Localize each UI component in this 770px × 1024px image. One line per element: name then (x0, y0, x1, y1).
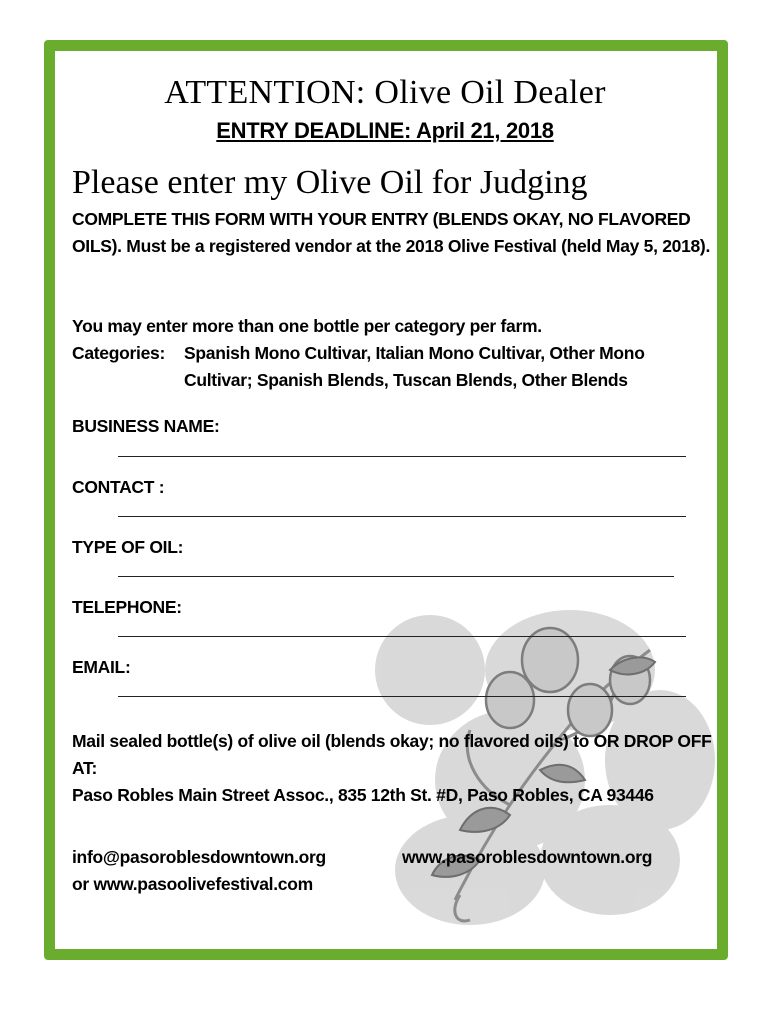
categories-label: Categories: (72, 343, 165, 363)
telephone-label: TELEPHONE: (72, 597, 182, 617)
festival-website-link[interactable]: or www.pasoolivefestival.com (72, 874, 313, 894)
contact-label: CONTACT : (72, 477, 165, 497)
website-link[interactable]: www.pasoroblesdowntown.org (402, 847, 653, 867)
categories-list: Spanish Mono Cultivar, Italian Mono Cultivar, Other Mono Cultivar; Spanish Blends, Tuscan Blends, Other Blends (184, 343, 645, 390)
categories-block (72, 340, 712, 394)
entry-deadline: ENTRY DEADLINE: April 21, 2018 (216, 118, 554, 143)
business-name-field[interactable] (118, 456, 686, 457)
type-of-oil-label: TYPE OF OIL: (72, 537, 184, 557)
mailing-address: Paso Robles Main Street Assoc., 835 12th St. #D, Paso Robles, CA 93446 (72, 785, 654, 805)
email-field[interactable] (118, 696, 686, 697)
email-label: EMAIL: (72, 657, 131, 677)
multiple-entries-note: You may enter more than one bottle per category per farm. (72, 316, 542, 336)
contact-field[interactable] (118, 516, 686, 517)
form-heading: Please enter my Olive Oil for Judging (72, 164, 588, 201)
mail-instructions: Mail sealed bottle(s) of olive oil (blends okay; no flavored oils) to OR DROP OFF AT: (72, 731, 712, 778)
intro-text: COMPLETE THIS FORM WITH YOUR ENTRY (BLENDS OKAY, NO FLAVORED OILS). Must be a registered vendor at the 2018 Olive Festival (held May 5, 2018). (72, 209, 711, 256)
page-title: ATTENTION: Olive Oil Dealer (164, 74, 606, 111)
telephone-field[interactable] (118, 636, 686, 637)
business-name-label: BUSINESS NAME: (72, 416, 220, 436)
email-link[interactable]: info@pasoroblesdowntown.org (72, 847, 326, 867)
type-of-oil-field[interactable] (118, 576, 674, 577)
